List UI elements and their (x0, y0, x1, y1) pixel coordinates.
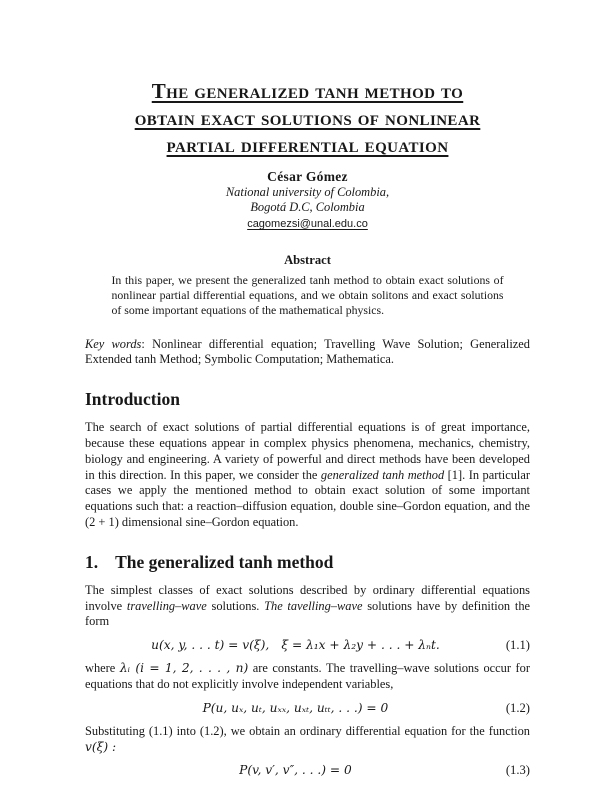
paragraph-text: where (85, 661, 120, 676)
section-1-paragraph-1 (85, 583, 530, 630)
paper-title-line-2: obtain exact solutions of nonlinear (134, 106, 481, 130)
section-1-number: 1. (85, 551, 99, 572)
section-1-paragraph-2 (85, 661, 530, 693)
inline-math: λᵢ (i = 1, 2, . . . , n) (119, 661, 249, 676)
paragraph-emphasis: travelling–wave (126, 598, 207, 613)
abstract-text: In this paper, we present the generalized tanh method to obtain exact solutions of nonlinear partial differential equations, and we obtain solitons and exact solutions of some important equations of the mathematical physics. (111, 273, 504, 317)
paper-title-line-1: The generalized tanh method to (151, 79, 464, 103)
author-email-link[interactable]: cagomezsi@unal.edu.co (247, 218, 368, 231)
author-affiliation-1: National university of Colombia, (225, 185, 390, 199)
paragraph-emphasis: generalized tanh method (320, 467, 445, 482)
equation-1-3 (85, 762, 530, 779)
equation-1-2-number: (1.2) (505, 700, 530, 715)
equation-1-1-number: (1.1) (505, 638, 530, 653)
paper-title (85, 78, 530, 159)
equation-1-2 (85, 700, 530, 717)
paragraph-text: The search of exact solutions of partial differential equations is of great importance, because these equations appear in complex physics phenomena, mechanics, chemistry, biology and engineering. A variety of powerful and direct methods have been developed in this direction. In this paper, we consider the (85, 420, 530, 482)
abstract-heading: Abstract (284, 253, 331, 268)
section-1-title: The generalized tanh method (115, 551, 334, 572)
author-block (85, 169, 530, 232)
equation-1-3-body: P(v, v′, v″, . . .) = 0 (239, 763, 352, 778)
paragraph-emphasis: The tavelling–wave (264, 598, 363, 613)
introduction-paragraph (85, 420, 530, 531)
paragraph-text: [1]. In particular cases we apply the mentioned method to obtain exact solution of some important equations such that: a reaction–diffusion equation, double sine–Gordon equation, and the (2 + 1) dimensional sine–Gordon equation. (85, 467, 530, 529)
section-heading-introduction: Introduction (85, 389, 180, 410)
paragraph-text: solutions have by definition the form (85, 598, 531, 629)
equation-1-1 (85, 637, 530, 654)
keywords-text: : Nonlinear differential equation; Travelling Wave Solution; Generalized Extended tanh Method; Symbolic Computation; Mathematica. (85, 336, 530, 367)
inline-math: v(ξ) : (85, 739, 117, 754)
paragraph-text: The simplest classes of exact solutions described by ordinary differential equations involve (85, 582, 530, 613)
paper-title-line-3: partial differential equation (166, 133, 449, 157)
paragraph-text: solutions. (206, 598, 265, 613)
keywords-line (85, 337, 530, 369)
author-name: César Gómez (267, 169, 348, 184)
section-1-paragraph-3 (85, 724, 530, 756)
section-1-heading (85, 552, 530, 572)
equation-1-2-body: P(u, uₓ, uₜ, uₓₓ, uₓₜ, uₜₜ, . . .) = 0 (202, 700, 389, 715)
paragraph-text: are constants. The travelling–wave solutions occur for equations that do not explicitly involve independent variables, (85, 661, 530, 691)
author-affiliation-2: Bogotá D.C, Colombia (250, 199, 365, 214)
equation-1-1-body: u(x, y, . . . t) = v(ξ), ξ = λ₁x + λ₂y + . . . + λₙt. (151, 638, 440, 653)
keywords-label: Key words (85, 336, 142, 351)
paragraph-text: Substituting (1.1) into (1.2), we obtain an ordinary differential equation for the function (85, 723, 530, 738)
equation-1-3-number: (1.3) (505, 763, 530, 778)
